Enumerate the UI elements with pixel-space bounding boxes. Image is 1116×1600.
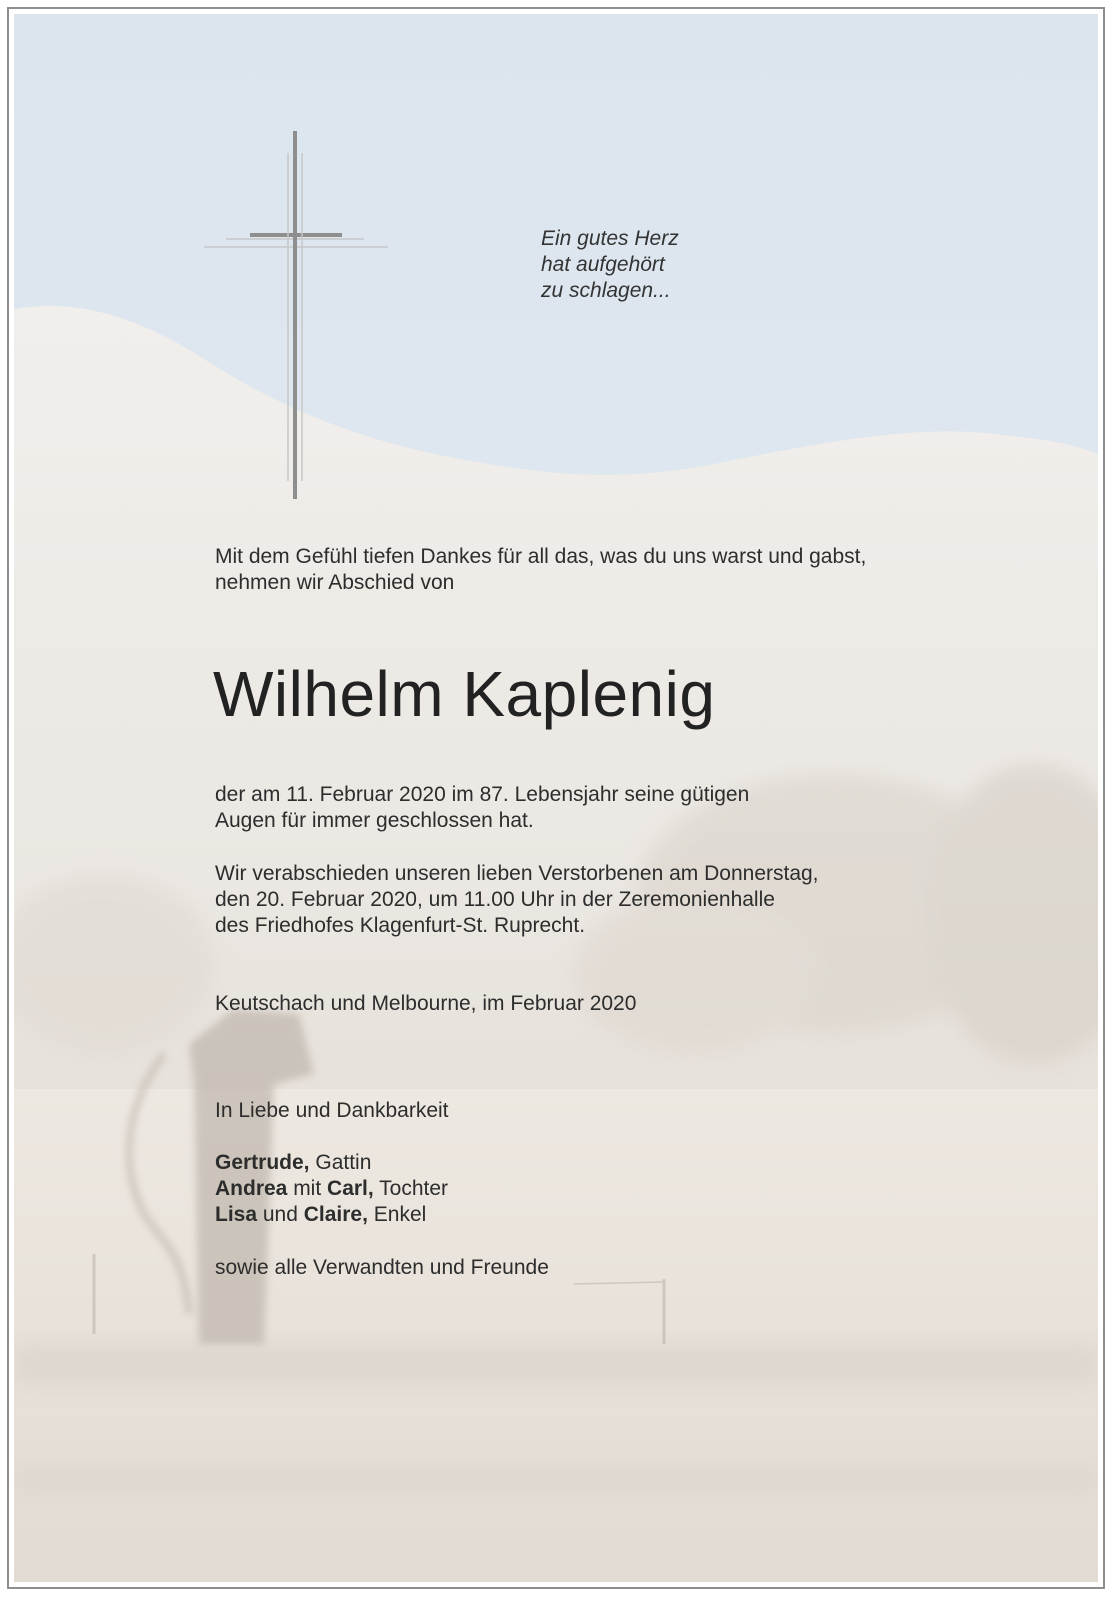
relatives-line: sowie alle Verwandten und Freunde [215,1256,549,1279]
funeral-notice-line: Wir verabschieden unseren lieben Verstorbenen am Donnerstag, [215,862,819,885]
deceased-name: Wilhelm Kaplenig [213,658,716,730]
motto-line: Ein gutes Herz [541,227,679,250]
family-member-name: Claire, [303,1203,368,1226]
family-member [215,1176,448,1202]
funeral-notice-line: den 20. Februar 2020, um 11.00 Uhr in der Zeremonienhalle [215,888,775,911]
family-member-relation: Enkel [367,1203,427,1226]
family-member-name: Gertrude, [215,1151,310,1174]
intro-line: nehmen wir Abschied von [215,571,455,594]
intro-line: Mit dem Gefühl tiefen Dankes für all das, was du uns warst und gabst, [215,545,867,568]
funeral-notice-line: des Friedhofes Klagenfurt-St. Ruprecht. [215,914,586,937]
family-member-name: Carl, [327,1177,374,1200]
family-member-connector: und [257,1203,304,1226]
place-date-line: Keutschach und Melbourne, im Februar 2020 [215,992,637,1015]
intro-text [215,544,866,596]
death-notice-line: Augen für immer geschlossen hat. [215,809,534,832]
death-notice [215,782,749,834]
family-member [215,1150,448,1176]
family-member [215,1202,448,1228]
closing-text [215,1098,449,1124]
closing-line: In Liebe und Dankbarkeit [215,1099,449,1122]
cross-icon [204,131,388,499]
place-date [215,991,636,1017]
funeral-notice [215,861,819,939]
family-member-connector: mit [287,1177,328,1200]
motto-line: zu schlagen... [541,279,671,302]
motto-line: hat aufgehört [541,253,665,276]
motto-quote [541,226,679,304]
family-member-relation: Tochter [373,1177,449,1200]
death-notice-line: der am 11. Februar 2020 im 87. Lebensjahr seine gütigen [215,783,750,806]
family-member-name: Lisa [215,1203,258,1226]
family-member-name: Andrea [215,1177,288,1200]
family-member-relation: Gattin [309,1151,372,1174]
relatives-text [215,1255,549,1281]
family-list [215,1150,448,1228]
